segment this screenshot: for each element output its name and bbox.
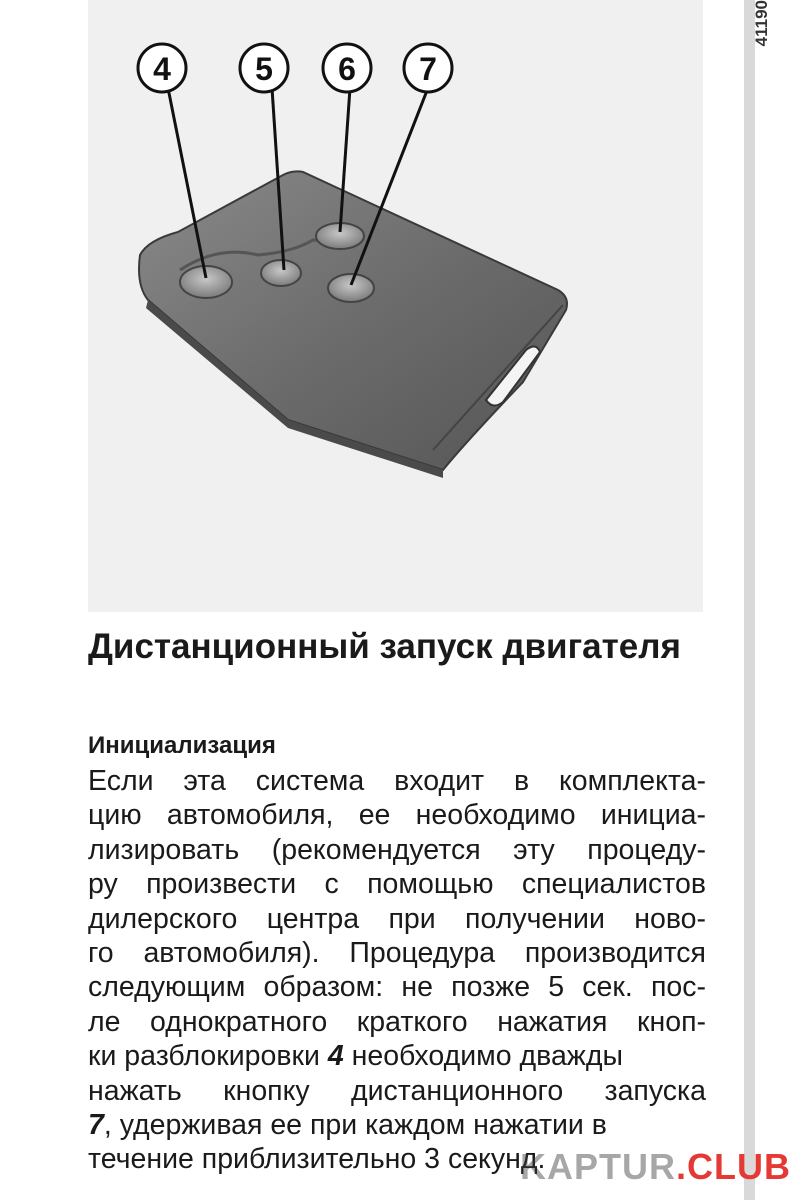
page-title: Дистанционный запуск двигателя — [88, 627, 681, 666]
callout-label-4: 4 — [153, 51, 171, 87]
body-line: следующим образом: не позже 5 сек. пос- — [88, 971, 706, 1004]
callout-5 — [240, 44, 288, 92]
button-ref-7: 7 — [88, 1109, 104, 1142]
body-line: течение приблизительно 3 секунд. — [88, 1143, 546, 1176]
section-heading: Инициализация — [88, 732, 276, 759]
body-line: лизировать (рекомендуется эту процеду- — [88, 833, 706, 866]
button-ref-4: 4 — [327, 1040, 344, 1073]
key-card-body — [139, 171, 567, 470]
callout-label-6: 6 — [338, 51, 356, 87]
body-text-fragment: ки разблокировки — [88, 1040, 320, 1073]
callout-4 — [138, 44, 186, 92]
page-edge — [744, 0, 755, 1200]
watermark-part2: .CLUB — [676, 1146, 791, 1187]
body-line: нажать кнопку дистанционного запуска — [88, 1074, 706, 1107]
body-line: цию автомобиля, ее необходимо инициа- — [88, 799, 706, 832]
body-line: дилерского центра при получении ново- — [88, 902, 706, 935]
body-line — [88, 1108, 706, 1142]
remote-start-button-7 — [328, 274, 374, 302]
figure-id: 41190 — [752, 0, 771, 47]
body-line: го автомобиля). Процедура производится — [88, 937, 706, 970]
watermark — [520, 1146, 791, 1188]
callout-label-7: 7 — [419, 51, 437, 87]
body-paragraph — [88, 764, 706, 1177]
body-text-fragment: , удерживая ее при каждом нажатии в — [103, 1109, 607, 1142]
body-line: Если эта система входит в комплекта- — [88, 765, 706, 797]
body-text-fragment: необходимо дважды — [343, 1040, 623, 1073]
callout-6 — [323, 44, 371, 92]
body-line: ру произвести с помощью специалистов — [88, 868, 706, 901]
watermark-part1: KAPTUR — [520, 1146, 676, 1187]
body-line — [88, 1039, 706, 1073]
key-card-drawing — [88, 0, 703, 612]
callout-label-5: 5 — [255, 51, 273, 87]
body-line: ле однократного краткого нажатия кноп- — [88, 1005, 706, 1038]
key-card-illustration — [88, 0, 771, 612]
lock-button-5 — [261, 260, 301, 286]
callout-7 — [404, 44, 452, 92]
